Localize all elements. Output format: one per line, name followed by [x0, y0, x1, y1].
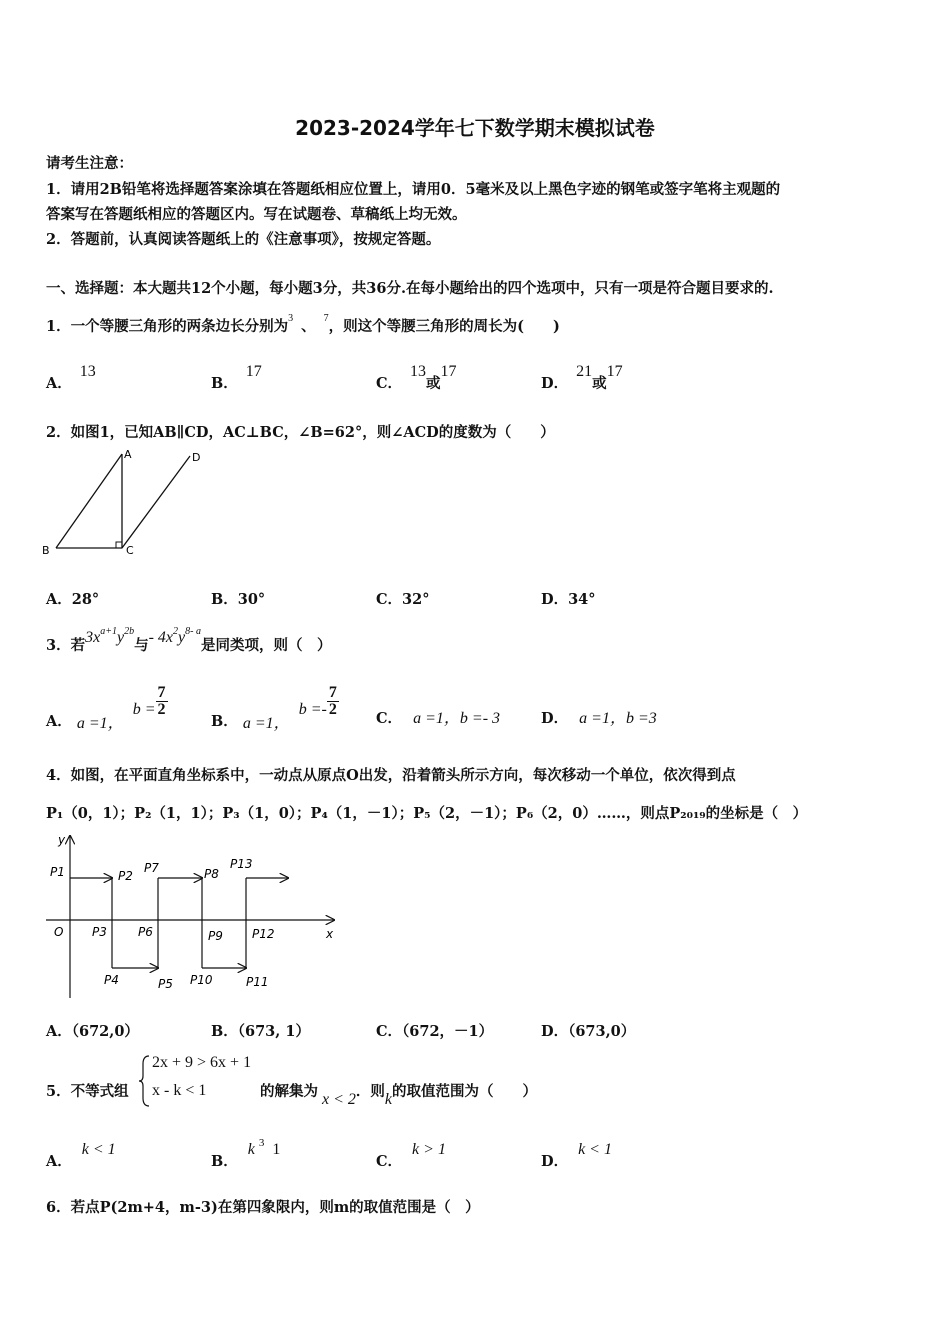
- q4-option-d[interactable]: D．（673,0）: [541, 1023, 636, 1040]
- q4-axis-x: x: [326, 927, 334, 941]
- q4-p8: P8: [204, 867, 219, 881]
- section-heading: 一、选择题：本大题共12个小题，每小题3分，共36分.在每小题给出的四个选项中，只有一项是符合题目要求的.: [46, 280, 774, 297]
- q4-p5: P5: [158, 977, 173, 991]
- q4-axis-y: y: [58, 833, 66, 847]
- q4-stem-line-2: P₁（0，1）；P₂（1，1）；P₃（1，0）；P₄（1，－1）；P₅（2，－1）；P₆（2，0）……，则点P₂₀₁₉的坐标是（ ）: [46, 805, 808, 822]
- q5-label-b: B．: [211, 1153, 238, 1170]
- q2-option-a[interactable]: A．28°: [46, 591, 100, 608]
- q1-c-or: 或: [426, 375, 441, 392]
- q5-option-a[interactable]: [46, 1141, 116, 1171]
- q2-label-d: D: [192, 451, 201, 464]
- q3-a-num: 7: [157, 684, 166, 701]
- q1-d1: 21: [576, 363, 593, 380]
- q1-stem: [46, 315, 560, 336]
- q5-option-c[interactable]: [376, 1141, 446, 1171]
- q4-p6: P6: [138, 925, 153, 939]
- q3-label-c: C．: [376, 710, 403, 727]
- q5-stem-a: 5．不等式组: [46, 1083, 129, 1100]
- q1-option-b[interactable]: [211, 363, 262, 393]
- q3-y2: y: [178, 629, 186, 646]
- page-title: 2023-2024学年七下数学期末模拟试卷: [295, 116, 655, 140]
- q1-c1: 13: [410, 363, 427, 380]
- q3-b-a: a =1，: [242, 714, 290, 732]
- q3-b-den: 2: [328, 701, 337, 718]
- q1-stem-b: ，则这个等腰三角形的周长为( ): [328, 318, 560, 335]
- q3-term2-base: - 4x: [148, 629, 173, 646]
- q5-a-val: k < 1: [81, 1141, 116, 1158]
- q1-a-val: 13: [79, 363, 96, 380]
- q5-label-d: D．: [541, 1153, 569, 1170]
- q3-term2: [148, 626, 201, 646]
- q1-c2: 17: [440, 363, 457, 380]
- q4-option-c[interactable]: C．（672，－1）: [376, 1023, 494, 1040]
- q5-b-k: k: [247, 1141, 255, 1158]
- q5-stem-c: ．则: [355, 1083, 385, 1100]
- q1-option-c[interactable]: [376, 363, 457, 393]
- q1-v1: 3: [288, 313, 294, 324]
- q5-ineq-1: 2x + 9 > 6x + 1: [152, 1054, 252, 1071]
- q5-solution: x < 2: [322, 1091, 356, 1108]
- q1-b-val: 17: [245, 363, 262, 380]
- notice-line-1: 1．请用2B铅笔将选择题答案涂填在答题纸相应位置上，请用0．5毫米及以上黑色字迹的钢笔或签字笔将主观题的: [46, 181, 781, 198]
- q1-d2: 17: [606, 363, 623, 380]
- q4-p12: P12: [252, 927, 275, 941]
- q4-option-b[interactable]: B．（673, 1）: [211, 1023, 310, 1040]
- q1-label-b: B．: [211, 375, 238, 392]
- q3-label-d: D．: [541, 710, 569, 727]
- q4-option-a[interactable]: A．（672,0）: [46, 1023, 139, 1040]
- q3-option-c[interactable]: [376, 705, 500, 728]
- q5-label-c: C．: [376, 1153, 403, 1170]
- q1-stem-a: 1．一个等腰三角形的两条边长分别为: [46, 318, 289, 335]
- q4-p7: P7: [144, 861, 159, 875]
- q3-a-frac: [156, 685, 168, 718]
- q1-label-c: C．: [376, 375, 403, 392]
- q2-figure: [40, 446, 210, 560]
- q6-stem: 6．若点P(2m+4，m-3)在第四象限内，则m的取值范围是（ ）: [46, 1199, 480, 1216]
- q3-stem-a: 3．若: [46, 637, 86, 654]
- q3-term1: [85, 626, 135, 646]
- q5-stem-b: 的解集为: [260, 1083, 318, 1100]
- q3-exp4: 8- a: [185, 626, 201, 637]
- q3-option-d[interactable]: [541, 705, 657, 728]
- q4-p1: P1: [50, 865, 65, 879]
- q5-label-a: A．: [46, 1153, 72, 1170]
- q5-b-symbol: 3: [258, 1137, 265, 1149]
- q1-sep: 、: [301, 318, 316, 335]
- q2-option-c[interactable]: C．32°: [376, 591, 430, 608]
- q2-label-a: A: [124, 448, 132, 461]
- q2-stem: 2．如图1，已知AB∥CD，AC⊥BC，∠B=62°，则∠ACD的度数为（ ）: [46, 424, 555, 441]
- q5-option-b[interactable]: [211, 1137, 281, 1171]
- q4-p11: P11: [246, 975, 269, 989]
- q2-label-b: B: [42, 544, 50, 557]
- q4-p9: P9: [208, 929, 223, 943]
- q5-k: k: [384, 1091, 393, 1108]
- q3-b-num: 7: [328, 684, 337, 701]
- q3-d-val: a =1，b =3: [579, 710, 657, 727]
- q1-label-a: A．: [46, 375, 72, 392]
- q1-v2: 7: [323, 313, 329, 324]
- q3-exp1: a+1: [100, 626, 117, 637]
- q3-option-b[interactable]: [211, 684, 339, 732]
- q3-y1: y: [116, 629, 125, 646]
- q4-p4: P4: [104, 973, 119, 987]
- q5-option-d[interactable]: [541, 1141, 612, 1171]
- notice-heading: 请考生注意：: [46, 155, 133, 172]
- q4-p3: P3: [92, 925, 107, 939]
- q3-a-b: b =: [132, 700, 156, 718]
- q5-d-val: k < 1: [578, 1141, 612, 1158]
- q3-a-den: 2: [157, 701, 166, 718]
- q3-a-a: a =1，: [76, 714, 124, 732]
- q3-exp3: 2: [173, 626, 178, 637]
- q5-b-one: 1: [272, 1141, 281, 1158]
- q3-with: 与: [134, 637, 149, 654]
- q3-term1-base: 3x: [85, 629, 101, 646]
- q3-b-frac: [327, 685, 339, 718]
- q1-d-or: 或: [592, 375, 607, 392]
- q4-p10: P10: [190, 973, 213, 987]
- q5-stem-rest: [260, 1080, 538, 1108]
- q3-stem-b: 是同类项，则（ ）: [200, 637, 332, 654]
- q5-c-val: k > 1: [412, 1141, 446, 1158]
- q3-label-a: A．: [46, 712, 72, 730]
- q3-label-b: B．: [211, 712, 238, 730]
- q1-option-d[interactable]: [541, 363, 623, 393]
- q4-p2: P2: [118, 869, 133, 883]
- q4-figure: [40, 830, 350, 1002]
- q2-label-c: C: [126, 544, 134, 557]
- q1-label-d: D．: [541, 375, 569, 392]
- q5-stem-d: 的取值范围为（ ）: [392, 1083, 538, 1100]
- q4-origin: O: [54, 925, 64, 939]
- q5-brace: [138, 1054, 152, 1108]
- q5-ineq-2: x - k < 1: [152, 1082, 207, 1099]
- q4-stem-line-1: 4．如图，在平面直角坐标系中，一动点从原点O出发，沿着箭头所示方向，每次移动一个单位，依次得到点: [46, 767, 736, 784]
- q2-option-d[interactable]: D．34°: [541, 591, 596, 608]
- notice-line-2: 2．答题前，认真阅读答题纸上的《注意事项》，按规定答题。: [46, 231, 441, 248]
- notice-line-1b: 答案写在答题纸相应的答题区内。写在试题卷、草稿纸上均无效。: [46, 206, 467, 223]
- q4-p13: P13: [230, 857, 253, 871]
- q2-option-b[interactable]: B．30°: [211, 591, 266, 608]
- q1-option-a[interactable]: [46, 363, 96, 393]
- q3-b-b: b =-: [298, 700, 327, 718]
- q3-option-a[interactable]: [46, 684, 168, 732]
- q3-c-val: a =1，b =- 3: [413, 710, 501, 727]
- q3-stem: [46, 626, 332, 655]
- q3-exp2: 2b: [124, 626, 135, 637]
